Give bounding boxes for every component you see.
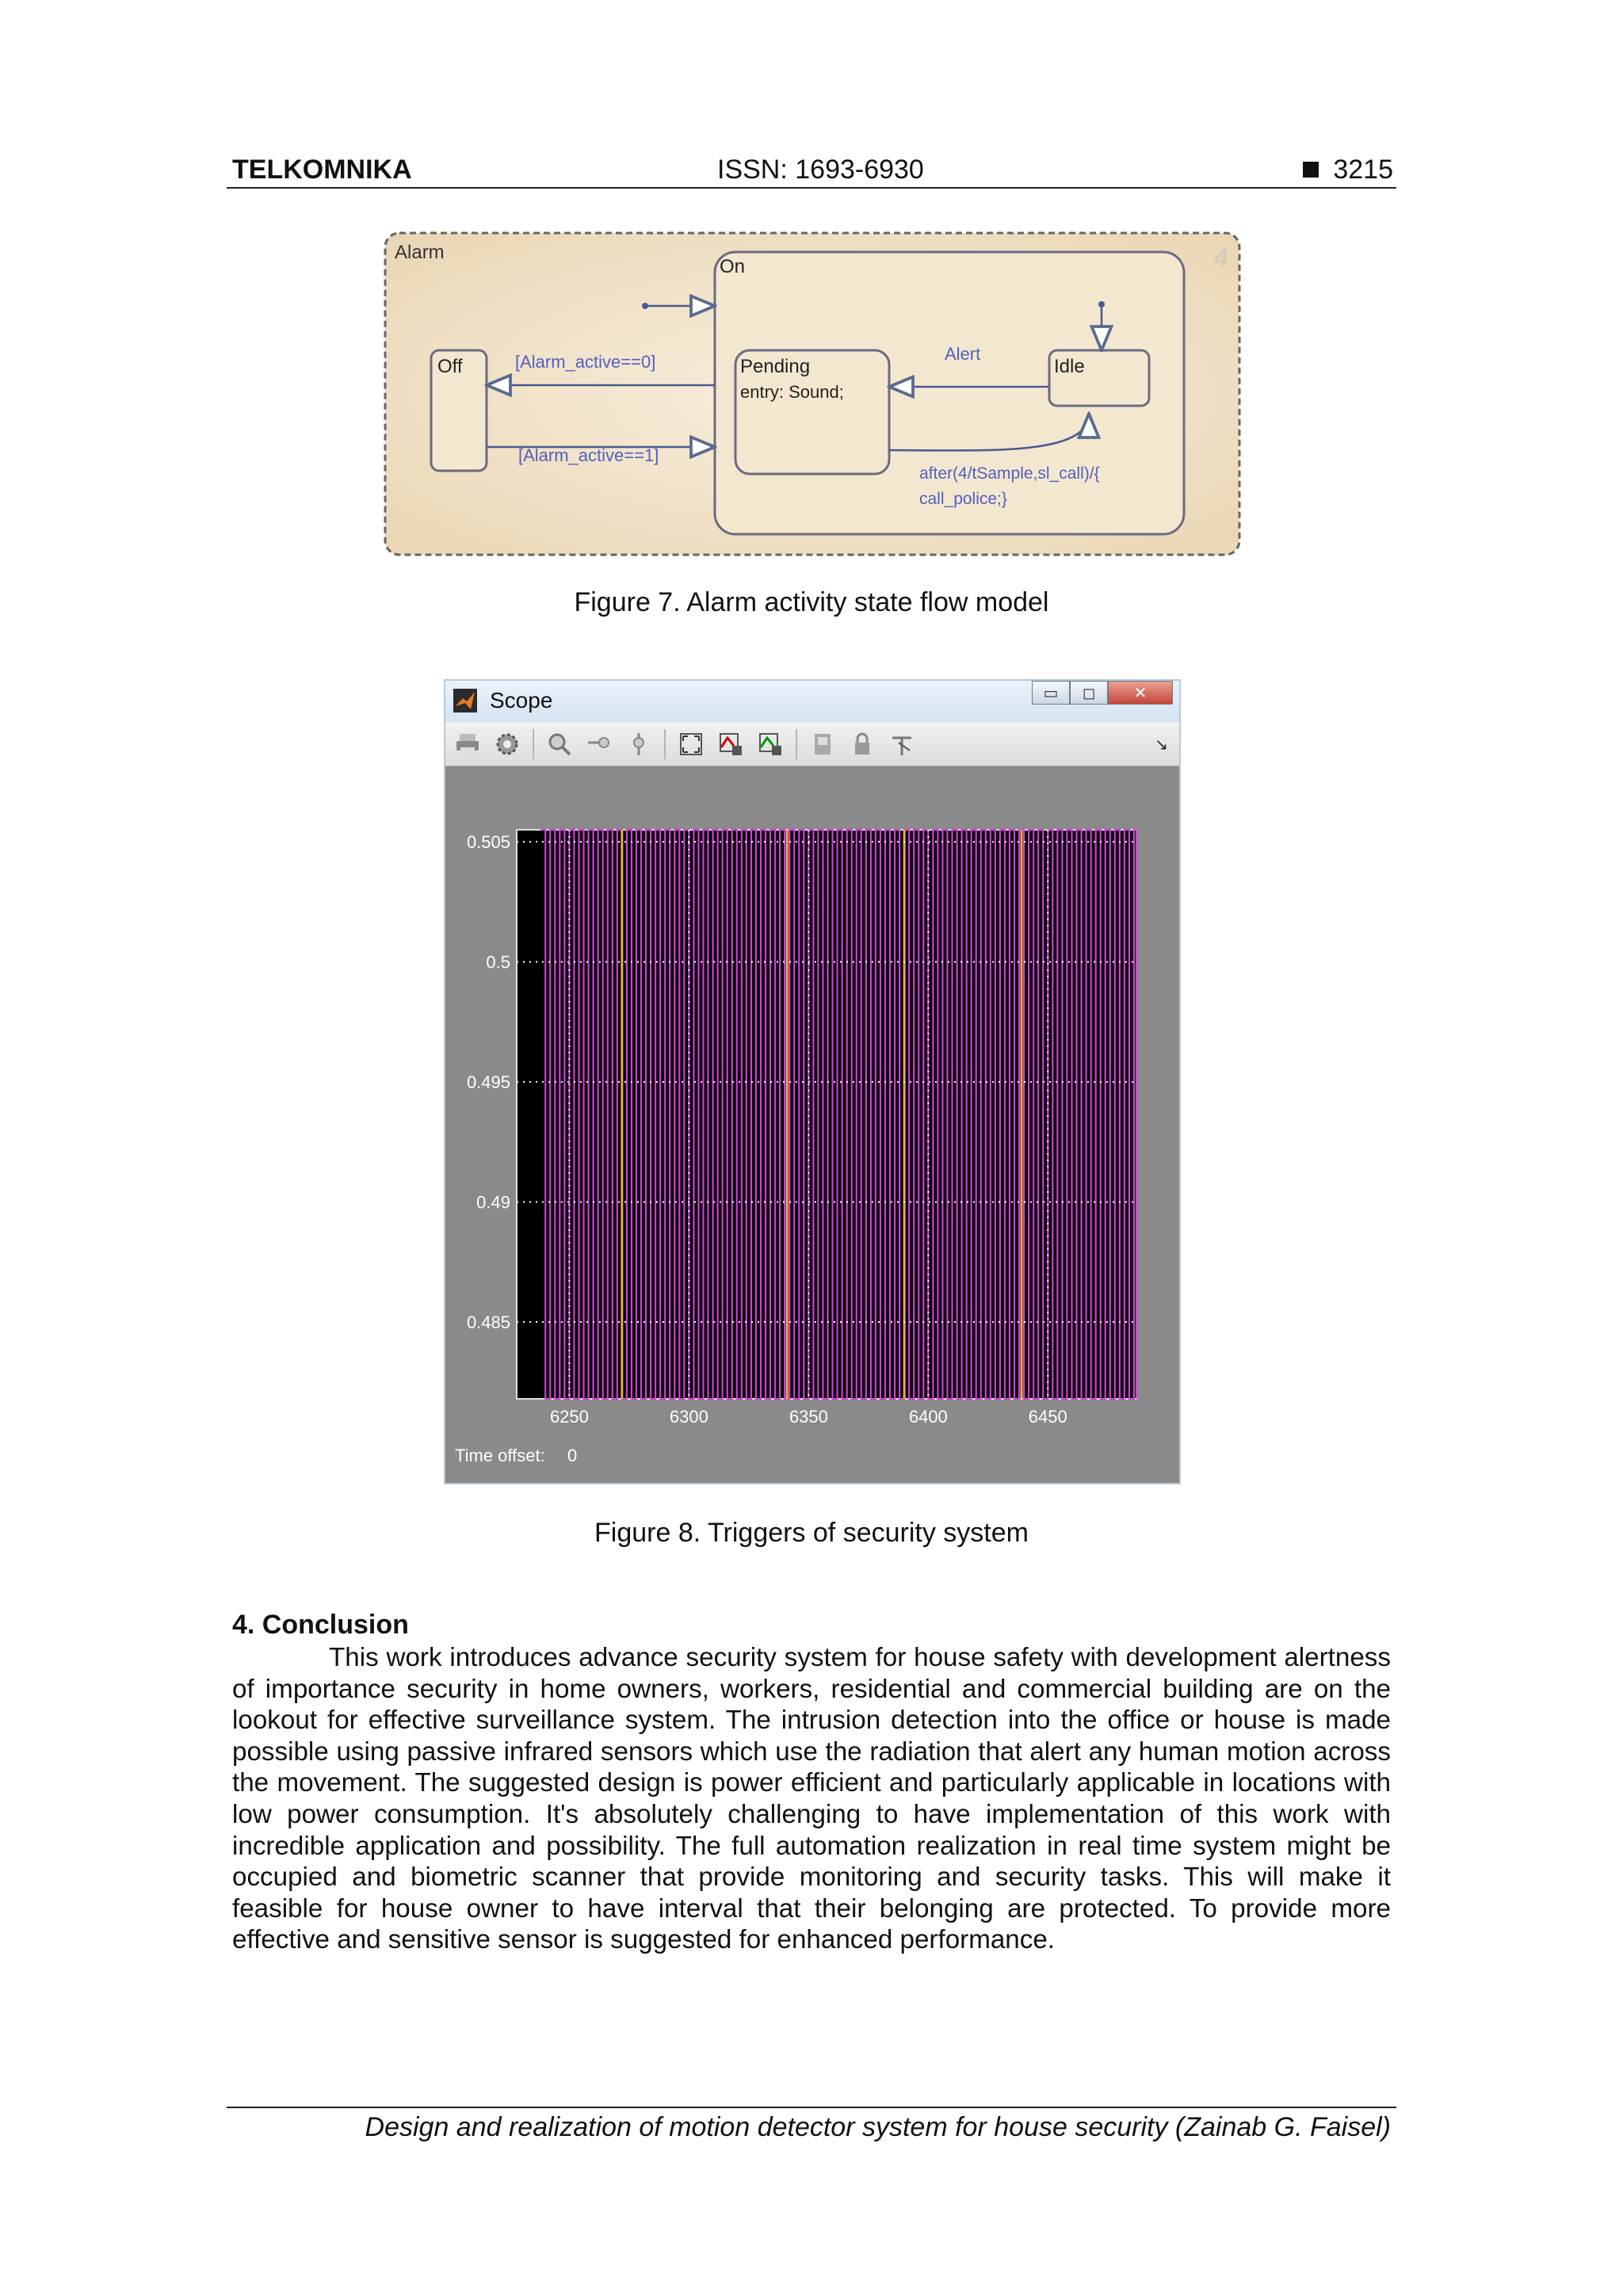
close-button[interactable]: ✕ (1108, 681, 1173, 705)
gear-icon (495, 732, 520, 757)
toolbar-expand-icon[interactable]: ↘ (1155, 736, 1168, 754)
zoom-button[interactable] (545, 730, 574, 758)
state-idle-label: Idle (1054, 356, 1085, 377)
floating-scope-icon (810, 732, 835, 757)
matlab-logo-icon (453, 689, 477, 712)
conclusion-text: This work introduces advance security system for house safety with development alertness of importance security in home owners, workers, residential and commercial building are on the lookout for effective surveillance system. The intrusion detection into the office or house is made possible using passive infrared sensors which use the radiation that alert any human motion across the movement. The suggested design is power efficient and particularly applicable in locations with low power consumption. It's absolutely challenging to have implementation of this work with incredible application and possibility. The full automation realization in real time system might be occupied and biometric scanner that provide monitoring and security tasks. This will make it feasible for house owner to have interval that their belonging are protected. To provide more effective and sensitive sensor is suggested for enhanced performance. (232, 1643, 1391, 1955)
transition-after-label-2: call_police;} (919, 490, 1007, 508)
signal-selection-button[interactable] (888, 730, 916, 758)
scope-title-bar (445, 681, 1179, 722)
printer-icon (455, 732, 480, 756)
figure8-caption: Figure 8. Triggers of security system (594, 1518, 1029, 1548)
zoom-icon (547, 732, 572, 757)
conclusion-paragraph (232, 1642, 1391, 1956)
x-tick-label: 6250 (549, 1407, 589, 1427)
transition-alert-label: Alert (945, 344, 981, 364)
stateflow-diagram (384, 231, 1241, 556)
transition-to-off-label: [Alarm_active==0] (515, 352, 656, 372)
time-offset-label: Time offset: (455, 1446, 545, 1465)
save-axes-icon (718, 732, 743, 757)
scope-plot (445, 766, 1179, 1440)
parameters-button[interactable] (493, 730, 521, 758)
x-tick-label: 6400 (908, 1407, 948, 1427)
footer-text: Design and realization of motion detector system for house security (Zainab G. Faisel) (365, 2112, 1391, 2142)
maximize-button[interactable]: ◻ (1070, 681, 1108, 705)
x-tick-label: 6350 (789, 1407, 828, 1427)
scope-toolbar (445, 722, 1179, 766)
scope-window (444, 679, 1181, 1484)
scope-window-title: Scope (490, 688, 553, 712)
lock-icon (850, 732, 875, 757)
corner-number: 4 (1214, 243, 1228, 272)
square-bullet-icon (1303, 162, 1319, 178)
figure7-caption: Figure 7. Alarm activity state flow model (574, 587, 1049, 617)
autoscale-icon (678, 732, 704, 757)
signal-selection-icon (889, 732, 915, 757)
y-tick-label: 0.505 (466, 832, 510, 853)
toolbar-separator (664, 729, 666, 759)
state-pending-entry: entry: Sound; (740, 382, 844, 402)
y-tick-label: 0.485 (466, 1312, 510, 1333)
transition-to-on-label: [Alarm_active==1] (518, 445, 659, 465)
issn: ISSN: 1693-6930 (717, 155, 924, 185)
y-tick-label: 0.5 (486, 952, 510, 972)
y-tick-label: 0.49 (476, 1192, 510, 1213)
section-heading: 4. Conclusion (232, 1610, 409, 1640)
state-pending-label: Pending (740, 356, 811, 377)
footer-rule (227, 2107, 1396, 2108)
time-offset-value: 0 (567, 1446, 578, 1465)
toolbar-separator (796, 729, 797, 759)
y-tick-label: 0.495 (466, 1072, 510, 1093)
toolbar-separator (533, 729, 534, 759)
time-offset (455, 1446, 577, 1466)
transition-after-label-1: after(4/tSample,sl_call)/{ (919, 464, 1100, 483)
autoscale-button[interactable] (677, 730, 705, 758)
zoom-x-button[interactable] (585, 730, 613, 758)
page-number-block (1303, 154, 1393, 185)
zoom-y-button[interactable] (624, 730, 653, 758)
x-tick-label: 6450 (1028, 1407, 1067, 1427)
floating-scope-button[interactable] (808, 730, 837, 758)
state-on-label: On (720, 256, 746, 277)
lock-axes-button[interactable] (848, 730, 876, 758)
save-axes-button[interactable] (716, 730, 745, 758)
minimize-button[interactable]: ▭ (1032, 681, 1070, 705)
x-tick-label: 6300 (669, 1407, 708, 1427)
window-controls (1032, 681, 1173, 705)
page-number: 3215 (1333, 155, 1393, 185)
header-rule (227, 187, 1396, 189)
restore-axes-icon (758, 732, 783, 757)
journal-name: TELKOMNIKA (232, 155, 412, 185)
alarm-label: Alarm (395, 242, 445, 263)
print-button[interactable] (453, 730, 482, 758)
restore-axes-button[interactable] (756, 730, 785, 758)
zoom-x-icon (586, 732, 612, 757)
state-off-label: Off (437, 356, 463, 377)
zoom-y-icon (626, 732, 651, 757)
